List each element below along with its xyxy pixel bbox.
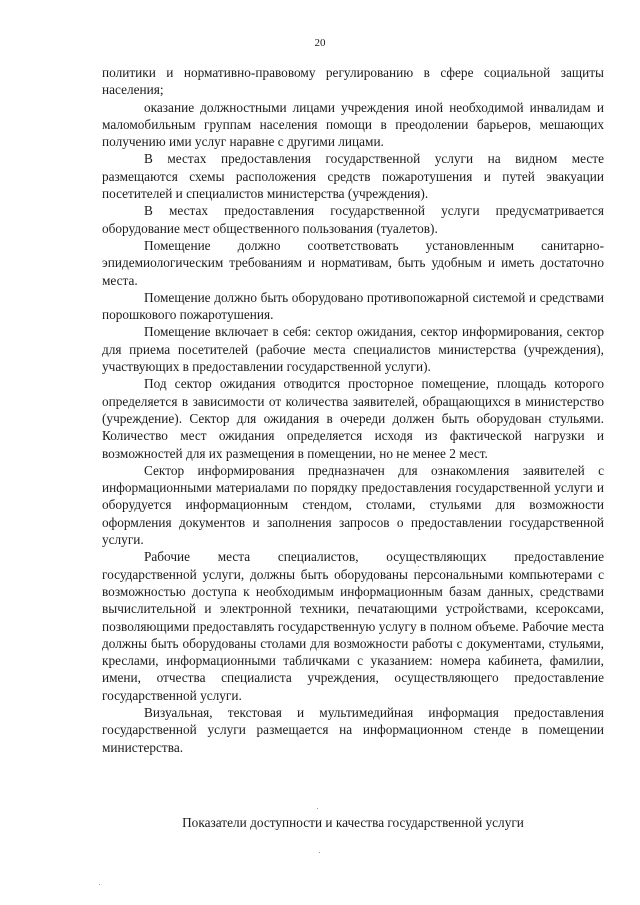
scan-speck	[317, 808, 318, 809]
scan-speck	[319, 852, 320, 853]
paragraph: Сектор информирования предназначен для ознакомления заявителей с информационными материалами по порядку предоставления государственной услуги и оборудуется информационным стендом, столами, стульями для возможности оформления документов и заполнения запросов о предоставлении государственной услуги.	[102, 462, 604, 548]
paragraph: В местах предоставления государственной услуги предусматривается оборудование мест общественного пользования (туалетов).	[102, 203, 604, 236]
paragraph: Визуальная, текстовая и мультимедийная информация предоставления государственной услуги размещается на информационном стенде в помещении министерства.	[102, 704, 604, 755]
paragraph: Под сектор ожидания отводится просторное помещение, площадь которого определяется в зависимости от количества заявителей, обращающихся в министерство (учреждение). Сектор для ожидания в очереди должен быть оборудован стульями. Количество мест ожидания определяется исходя из фактической нагрузки и возможностей для их размещения в помещении, но не менее 2 мест.	[102, 376, 604, 461]
paragraph: оказание должностными лицами учреждения иной необходимой инвалидам и маломобильным группам населения помощи в преодолении барьеров, мешающих получению ими услуг наравне с другими лицами.	[102, 99, 604, 150]
paragraph: Рабочие места специалистов, осуществляющих предоставление государственной услуги, должны быть оборудованы персональными компьютерами с возможностью доступа к необходимым информационным базам данных, средствами вычислительной и электронной техники, печатающими устройствами, ксероксами, позволяющими предоставлять государственную услугу в полном объеме. Рабочие места должны быть оборудованы столами для возможности работы с документами, стульями, креслами, информационными табличками с указанием: номера кабинета, фамилии, имени, отчества специалиста учреждения, осуществляющего предоставление государственной услуги.	[102, 549, 604, 703]
body-text	[102, 64, 604, 756]
page-number: 20	[314, 37, 326, 49]
paragraph: политики и нормативно-правовому регулированию в сфере социальной защиты населения;	[102, 65, 604, 98]
scan-speck	[99, 884, 100, 885]
paragraph: В местах предоставления государственной услуги на видном месте размещаются схемы расположения средств пожаротушения и путей эвакуации посетителей и специалистов министерства (учреждения).	[102, 151, 604, 202]
scan-speck	[418, 566, 419, 567]
paragraph: Помещение включает в себя: сектор ожидания, сектор информирования, сектор для приема посетителей (рабочие места специалистов министерства (учреждения), участвующих в предоставлении государственной услуги).	[102, 324, 604, 375]
paragraph: Помещение должно соответствовать установленным санитарно-эпидемиологическим требованиям и нормативам, быть удобным и иметь достаточно места.	[102, 237, 604, 288]
section-heading: Показатели доступности и качества государственной услуги	[182, 815, 524, 830]
paragraph: Помещение должно быть оборудовано противопожарной системой и средствами порошкового пожаротушения.	[102, 289, 604, 323]
